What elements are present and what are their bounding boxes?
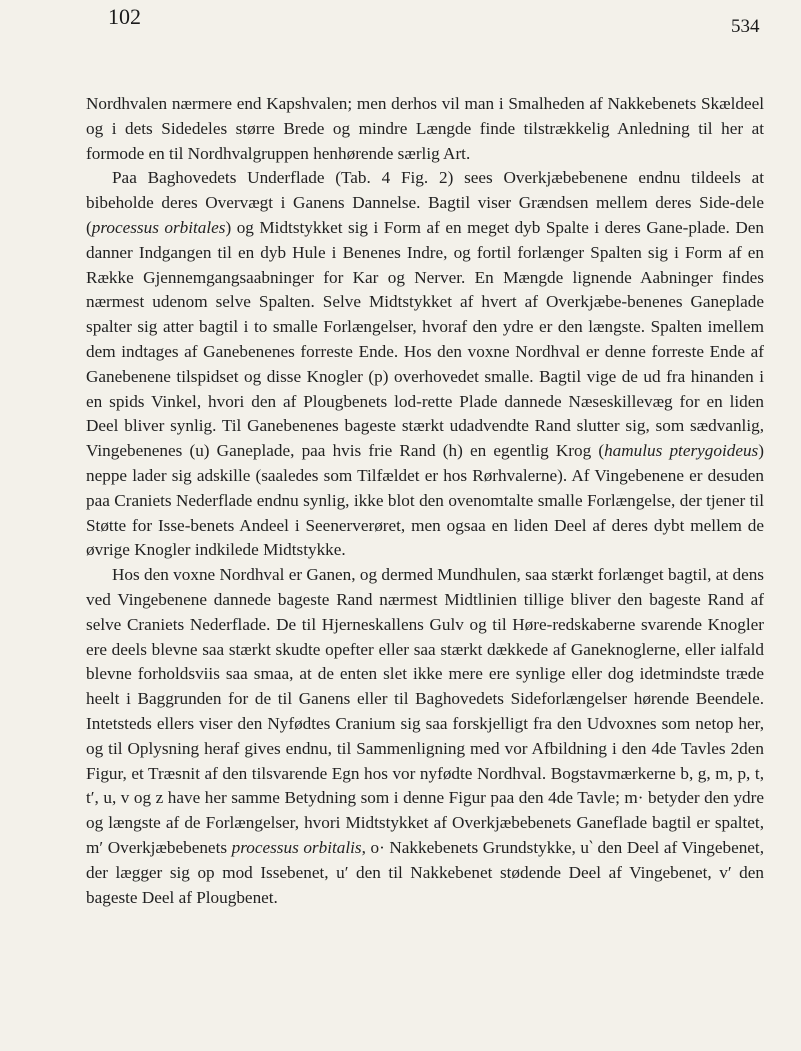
text-run: ) og Midtstykket sig i Form af en meget dyb Spalte i deres Gane-plade. Den danner Indgangen til en dyb Hule i Benenes Indre, og fortil forlænger Spalten sig i Form af en Række Gjennemgangsaabninger for Kar og Nerver. En Mængde lignende Aabninger findes nærmest udenom selve Spalten. Selve Midtstykket af hvert af Overkjæbe-benenes Ganeplade spalter sig atter bagtil i to smalle Forlængelser, hvoraf den ydre er den længste. Spalten imellem dem indtages af Ganebenenes forreste Ende. Hos den voxne Nordhval er denne forreste Ende af Ganebenene tilspidset og disse Knogler (p) overhovedet smalle. Bagtil vige de ud fra hinanden i en spids Vinkel, hvori den af Plougbenets lod-rette Plade dannede Næseskillevæg for en liden Deel bliver synlig. Til Ganebenenes bageste stærkt udadvendte Rand slutter sig, som sædvanlig, Vingebenenes (u) Ganeplade, paa hvis frie Rand (h) en egentlig Krog ( [86,217,764,461]
text-run: , o· Nakkebenets Grundstykke, u‵ den Deel af Vingebenet, der lægger sig op mod Issebenet, u′ den til Nakkebenet stødende Deel af Vingebenet, v′ den bageste Deel af Plougbenet. [86,837,764,907]
text-run: Hos den voxne Nordhval er Ganen, og dermed Mundhulen, saa stærkt forlænget bagtil, at dens ved Vingebenene dannede bageste Rand nærmest Midtlinien tillige bliver den bageste Rand af selve Craniets Nederflade. De til Hjerneskallens Gulv og til Høre-redskaberne svarende Knogler ere deels blevne saa stærkt skudte opefter eller saa stærkt dækkede af Ganeknoglerne, eller ialfald blevne forholdsviis saa smaa, at de enten slet ikke mere ere synlige eller dog idetmindste træde heelt i Baggrunden for de til Ganens eller til Baghovedets Sideforlængelser hørende Beendele. Intetsteds ellers viser den Nyfødtes Cranium sig saa forskjelligt fra den Udvoxnes som netop her, og til Oplysning heraf gives endnu, til Sammenligning med vor Afbildning i den 4de Tavles 2den Figur, et Træsnit af den tilsvarende Egn hos vor nyfødte Nordhval. Bogstavmærkerne b, g, m, p, t, t′, u, v og z have her samme Betydning som i denne Figur paa den 4de Tavle; m· betyder den ydre og længste af de Forlængelser, hvori Midtstykket af Overkjæbebenets Ganeflade bagtil er spaltet, m′ Overkjæbebenets [86,565,764,857]
latin-term: hamulus pterygoideus [604,441,759,461]
latin-term: processus orbitales [91,217,226,237]
paragraph [86,166,764,563]
page-number-left: 102 [108,4,141,29]
text-run: Nordhvalen nærmere end Kapshvalen; men derhos vil man i Smalheden af Nakkebenets Skældeel og i dets Sidedeles større Brede og mindre Længde finde tilstrækkelig Anledning til her at formode en til Nordhvalgruppen henhørende særlig Art. [86,94,764,163]
text-run: Paa Baghovedets Underflade (Tab. 4 Fig. 2) sees Overkjæbebenene endnu tildeels at bibeholde deres Overvægt i Ganens Dannelse. Bagtil viser Grændsen mellem deres Side-dele ( [86,168,764,237]
body-text [86,92,764,910]
text-run: ) neppe lader sig adskille (saaledes som Tilfældet er hos Rørhvalerne). Af Vingebenene er desuden paa Craniets Nederflade endnu synlig, ikke blot den ovenomtalte smalle Forlængelse, der tjener til Støtte for Isse-benets Andeel i Seenerverøret, men ogsaa en liden Deel af deres dybt mellem de øvrige Knogler indkilede Midtstykke. [86,441,764,560]
paragraph [86,563,764,910]
paragraph [86,92,764,166]
page-number-right: 534 [731,16,760,37]
latin-term: processus orbitalis [231,837,362,857]
